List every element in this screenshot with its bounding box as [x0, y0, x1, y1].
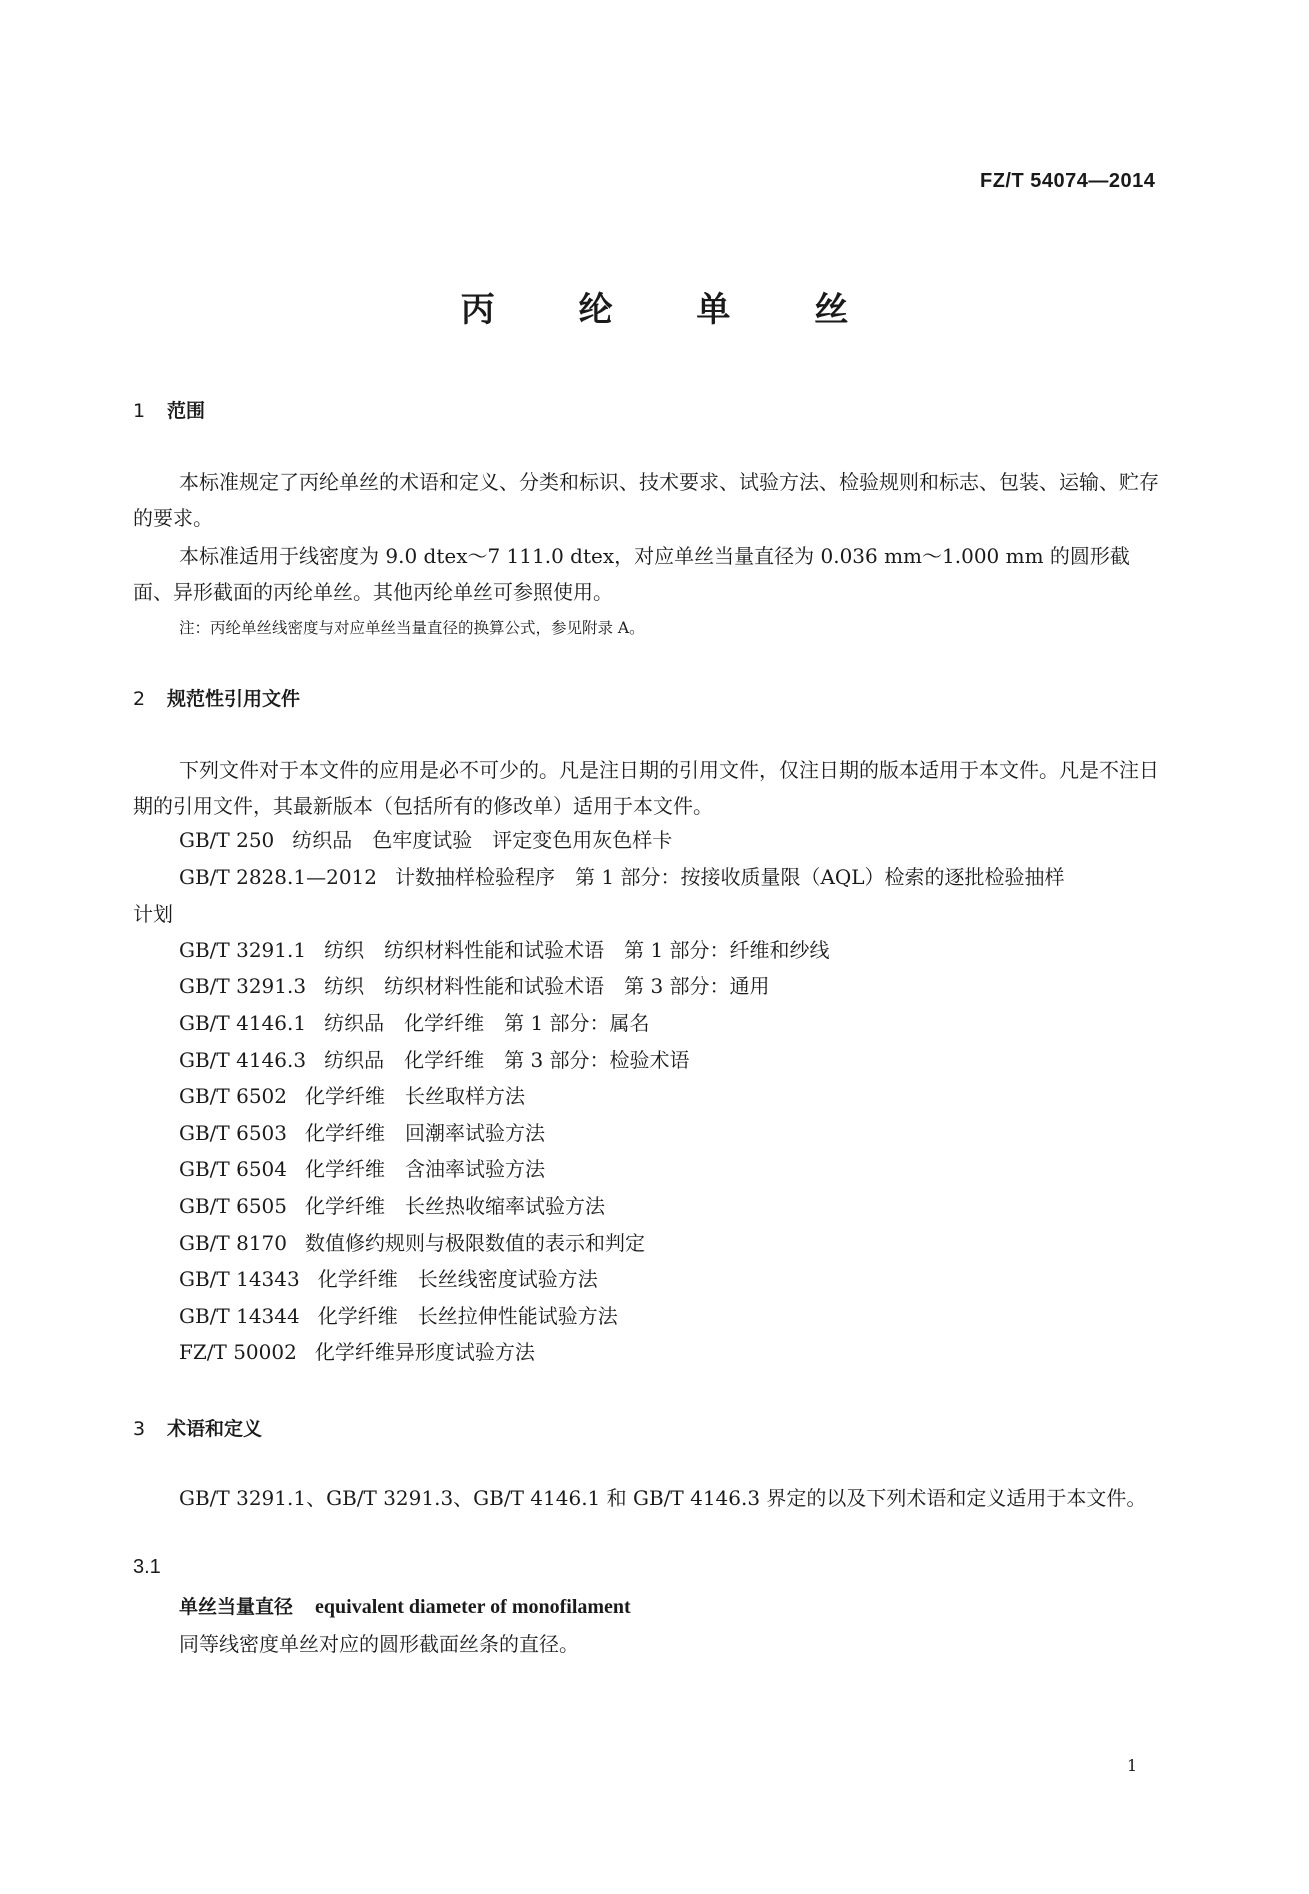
section-2-intro: 下列文件对于本文件的应用是必不可少的。凡是注日期的引用文件，仅注日期的版本适用于本文件。凡是不注日期的引用文件，其最新版本（包括所有的修改单）适用于本文件。	[133, 758, 1159, 818]
reference-code: GB/T 14343	[179, 1267, 300, 1292]
section-1-heading	[133, 396, 205, 423]
reference-code: GB/T 4146.3	[179, 1047, 307, 1072]
term-definition: 同等线密度单丝对应的圆形截面丝条的直径。	[179, 1632, 579, 1656]
reference-title: 计数抽样检验程序 第 1 部分：按接收质量限（AQL）检索的逐批检验抽样	[395, 864, 1065, 889]
reference-code: GB/T 6505	[179, 1193, 288, 1218]
section-1-paragraph-1: 本标准规定了丙纶单丝的术语和定义、分类和标识、技术要求、试验方法、检验规则和标志、包装、运输、贮存的要求。	[133, 470, 1159, 530]
reference-title: 化学纤维 含油率试验方法	[305, 1157, 546, 1182]
term-chinese: 单丝当量直径	[179, 1596, 294, 1618]
reference-code: GB/T 4146.1	[179, 1010, 307, 1035]
section-3-heading	[133, 1414, 262, 1441]
reference-code: GB/T 250	[179, 828, 275, 852]
reference-item	[179, 1298, 1065, 1335]
reference-title: 化学纤维异形度试验方法	[314, 1340, 535, 1365]
reference-item	[179, 1334, 1065, 1371]
reference-code: FZ/T 50002	[179, 1340, 297, 1365]
document-title: 丙 纶 单 丝	[460, 290, 885, 330]
standard-number: FZ/T 54074—2014	[980, 170, 1156, 192]
reference-code: GB/T 3291.3	[179, 974, 307, 999]
section-3-number: 3	[133, 1418, 146, 1440]
reference-code: GB/T 6503	[179, 1120, 288, 1145]
section-3-title: 术语和定义	[167, 1418, 263, 1440]
reference-item	[179, 1261, 1065, 1298]
reference-code: GB/T 2828.1—2012	[179, 864, 377, 889]
reference-item	[179, 932, 1065, 969]
reference-spacer	[179, 895, 1065, 932]
reference-continuation: 计划	[133, 902, 173, 926]
normative-references-list	[179, 822, 1065, 1371]
reference-title: 纺织 纺织材料性能和试验术语 第 1 部分：纤维和纱线	[324, 937, 830, 962]
reference-item	[179, 1005, 1065, 1042]
section-1-number: 1	[133, 400, 146, 422]
reference-code: GB/T 6502	[179, 1084, 288, 1109]
term-english: equivalent diameter of monofilament	[315, 1596, 631, 1618]
reference-item	[179, 1188, 1065, 1225]
section-1-paragraph-2: 本标准适用于线密度为 9.0 dtex～7 111.0 dtex，对应单丝当量直径为 0.036 mm～1.000 mm 的圆形截面、异形截面的丙纶单丝。其他丙纶单丝可参照使用。	[133, 544, 1130, 604]
reference-item	[179, 1151, 1065, 1188]
reference-item	[179, 822, 1065, 859]
section-1-title: 范围	[167, 400, 206, 422]
reference-title: 化学纤维 回潮率试验方法	[305, 1120, 546, 1145]
reference-title: 化学纤维 长丝拉伸性能试验方法	[317, 1303, 618, 1328]
section-3-intro: GB/T 3291.1、GB/T 3291.3、GB/T 4146.1 和 GB/T 4146.3 界定的以及下列术语和定义适用于本文件。	[179, 1486, 1147, 1510]
reference-title: 化学纤维 长丝取样方法	[305, 1084, 526, 1109]
section-2-heading	[133, 684, 300, 711]
reference-title: 数值修约规则与极限数值的表示和判定	[305, 1230, 646, 1255]
reference-item	[179, 1042, 1065, 1079]
reference-code: GB/T 6504	[179, 1157, 288, 1182]
reference-title: 纺织品 化学纤维 第 1 部分：属名	[324, 1010, 650, 1035]
page-number: 1	[1127, 1756, 1138, 1775]
reference-title: 纺织 纺织材料性能和试验术语 第 3 部分：通用	[324, 974, 770, 999]
section-2-title: 规范性引用文件	[167, 688, 301, 710]
section-2-number: 2	[133, 688, 146, 710]
reference-title: 化学纤维 长丝热收缩率试验方法	[305, 1193, 606, 1218]
reference-item	[179, 1115, 1065, 1152]
reference-item	[179, 1225, 1065, 1262]
reference-title: 纺织品 色牢度试验 评定变色用灰色样卡	[292, 828, 673, 852]
term-entry	[179, 1592, 631, 1619]
reference-code: GB/T 14344	[179, 1303, 300, 1328]
reference-title: 化学纤维 长丝线密度试验方法	[317, 1267, 598, 1292]
reference-title: 纺织品 化学纤维 第 3 部分：检验术语	[324, 1047, 690, 1072]
term-number: 3.1	[133, 1556, 161, 1578]
reference-code: GB/T 8170	[179, 1230, 288, 1255]
reference-item	[179, 1078, 1065, 1115]
reference-item	[179, 859, 1065, 896]
reference-code: GB/T 3291.1	[179, 937, 307, 962]
section-1-note: 注：丙纶单丝线密度与对应单丝当量直径的换算公式，参见附录 A。	[179, 619, 645, 637]
reference-item	[179, 968, 1065, 1005]
